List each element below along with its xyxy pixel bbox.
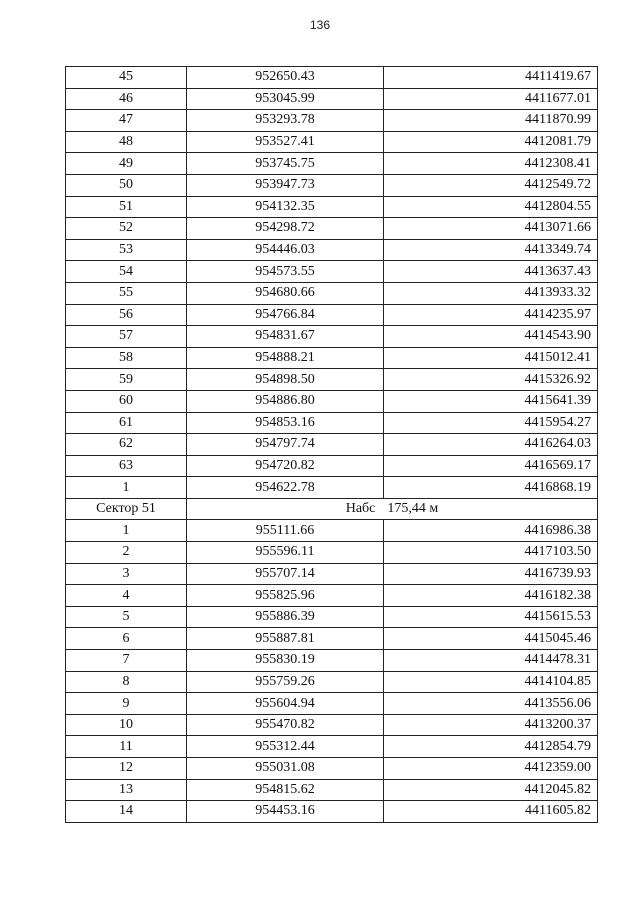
y-coordinate: 4415954.27 <box>384 412 598 434</box>
x-coordinate: 955887.81 <box>187 628 384 650</box>
table-row <box>66 606 598 628</box>
y-coordinate: 4415641.39 <box>384 390 598 412</box>
point-number: 10 <box>66 714 187 736</box>
table-row <box>66 390 598 412</box>
y-coordinate: 4415012.41 <box>384 347 598 369</box>
point-number: 54 <box>66 261 187 283</box>
page-number: 136 <box>309 18 331 32</box>
table-row <box>66 671 598 693</box>
point-number: 51 <box>66 196 187 218</box>
y-coordinate: 4416264.03 <box>384 434 598 456</box>
table-row <box>66 282 598 304</box>
y-coordinate: 4414235.97 <box>384 304 598 326</box>
coordinates-table-body <box>66 67 598 823</box>
x-coordinate: 955031.08 <box>187 758 384 780</box>
point-number: 1 <box>66 477 187 499</box>
x-coordinate: 954831.67 <box>187 326 384 348</box>
point-number: 13 <box>66 779 187 801</box>
table-row <box>66 67 598 89</box>
y-coordinate: 4413556.06 <box>384 693 598 715</box>
elevation-label: Набс <box>345 501 376 517</box>
x-coordinate: 954453.16 <box>187 801 384 823</box>
table-row <box>66 218 598 240</box>
y-coordinate: 4412308.41 <box>384 153 598 175</box>
point-number: 8 <box>66 671 187 693</box>
point-number: 12 <box>66 758 187 780</box>
y-coordinate: 4415615.53 <box>384 606 598 628</box>
x-coordinate: 954680.66 <box>187 282 384 304</box>
point-number: 59 <box>66 369 187 391</box>
elevation-value: 175,44 м <box>387 501 439 517</box>
point-number: 9 <box>66 693 187 715</box>
table-row <box>66 801 598 823</box>
table-row <box>66 628 598 650</box>
x-coordinate: 954298.72 <box>187 218 384 240</box>
table-row <box>66 434 598 456</box>
table-row <box>66 110 598 132</box>
point-number: 56 <box>66 304 187 326</box>
table-row <box>66 153 598 175</box>
x-coordinate: 953293.78 <box>187 110 384 132</box>
point-number: 6 <box>66 628 187 650</box>
table-row <box>66 650 598 672</box>
x-coordinate: 954622.78 <box>187 477 384 499</box>
point-number: 53 <box>66 239 187 261</box>
x-coordinate: 954815.62 <box>187 779 384 801</box>
point-number: 57 <box>66 326 187 348</box>
table-row <box>66 693 598 715</box>
y-coordinate: 4411419.67 <box>384 67 598 89</box>
y-coordinate: 4416739.93 <box>384 563 598 585</box>
x-coordinate: 955825.96 <box>187 585 384 607</box>
x-coordinate: 954573.55 <box>187 261 384 283</box>
y-coordinate: 4416182.38 <box>384 585 598 607</box>
point-number: 49 <box>66 153 187 175</box>
x-coordinate: 954797.74 <box>187 434 384 456</box>
table-row <box>66 542 598 564</box>
point-number: 46 <box>66 88 187 110</box>
y-coordinate: 4414543.90 <box>384 326 598 348</box>
y-coordinate: 4412854.79 <box>384 736 598 758</box>
y-coordinate: 4413071.66 <box>384 218 598 240</box>
point-number: 47 <box>66 110 187 132</box>
table-row <box>66 369 598 391</box>
y-coordinate: 4411870.99 <box>384 110 598 132</box>
table-row <box>66 779 598 801</box>
x-coordinate: 953745.75 <box>187 153 384 175</box>
point-number: 62 <box>66 434 187 456</box>
table-row <box>66 455 598 477</box>
point-number: 7 <box>66 650 187 672</box>
table-row <box>66 239 598 261</box>
x-coordinate: 954898.50 <box>187 369 384 391</box>
y-coordinate: 4412045.82 <box>384 779 598 801</box>
x-coordinate: 955470.82 <box>187 714 384 736</box>
x-coordinate: 955886.39 <box>187 606 384 628</box>
table-row <box>66 347 598 369</box>
point-number: 58 <box>66 347 187 369</box>
table-row <box>66 412 598 434</box>
y-coordinate: 4412549.72 <box>384 174 598 196</box>
point-number: 3 <box>66 563 187 585</box>
point-number: 48 <box>66 131 187 153</box>
table-row <box>66 714 598 736</box>
x-coordinate: 955312.44 <box>187 736 384 758</box>
table-row <box>66 88 598 110</box>
x-coordinate: 954853.16 <box>187 412 384 434</box>
x-coordinate: 953947.73 <box>187 174 384 196</box>
table-row <box>66 758 598 780</box>
x-coordinate: 953045.99 <box>187 88 384 110</box>
point-number: 5 <box>66 606 187 628</box>
x-coordinate: 954132.35 <box>187 196 384 218</box>
y-coordinate: 4414104.85 <box>384 671 598 693</box>
y-coordinate: 4416569.17 <box>384 455 598 477</box>
x-coordinate: 955707.14 <box>187 563 384 585</box>
y-coordinate: 4415326.92 <box>384 369 598 391</box>
point-number: 4 <box>66 585 187 607</box>
y-coordinate: 4417103.50 <box>384 542 598 564</box>
x-coordinate: 953527.41 <box>187 131 384 153</box>
sector-elevation <box>187 498 598 520</box>
point-number: 45 <box>66 67 187 89</box>
point-number: 50 <box>66 174 187 196</box>
x-coordinate: 954766.84 <box>187 304 384 326</box>
y-coordinate: 4413200.37 <box>384 714 598 736</box>
point-number: 61 <box>66 412 187 434</box>
table-row <box>66 304 598 326</box>
point-number: 63 <box>66 455 187 477</box>
point-number: 1 <box>66 520 187 542</box>
x-coordinate: 952650.43 <box>187 67 384 89</box>
y-coordinate: 4412081.79 <box>384 131 598 153</box>
x-coordinate: 954886.80 <box>187 390 384 412</box>
y-coordinate: 4414478.31 <box>384 650 598 672</box>
table-row <box>66 131 598 153</box>
table-row <box>66 196 598 218</box>
table-row <box>66 736 598 758</box>
table-row <box>66 174 598 196</box>
y-coordinate: 4416868.19 <box>384 477 598 499</box>
x-coordinate: 954888.21 <box>187 347 384 369</box>
x-coordinate: 955596.11 <box>187 542 384 564</box>
y-coordinate: 4412359.00 <box>384 758 598 780</box>
point-number: 52 <box>66 218 187 240</box>
sector-label: Сектор 51 <box>66 498 187 520</box>
x-coordinate: 954720.82 <box>187 455 384 477</box>
x-coordinate: 954446.03 <box>187 239 384 261</box>
y-coordinate: 4412804.55 <box>384 196 598 218</box>
point-number: 60 <box>66 390 187 412</box>
y-coordinate: 4413933.32 <box>384 282 598 304</box>
table-row <box>66 261 598 283</box>
table-row <box>66 563 598 585</box>
table-row <box>66 585 598 607</box>
coordinates-table <box>65 66 598 823</box>
x-coordinate: 955759.26 <box>187 671 384 693</box>
x-coordinate: 955111.66 <box>187 520 384 542</box>
y-coordinate: 4411677.01 <box>384 88 598 110</box>
x-coordinate: 955830.19 <box>187 650 384 672</box>
point-number: 11 <box>66 736 187 758</box>
y-coordinate: 4413349.74 <box>384 239 598 261</box>
table-row <box>66 477 598 499</box>
table-row <box>66 326 598 348</box>
point-number: 2 <box>66 542 187 564</box>
y-coordinate: 4416986.38 <box>384 520 598 542</box>
point-number: 55 <box>66 282 187 304</box>
y-coordinate: 4415045.46 <box>384 628 598 650</box>
table-row <box>66 520 598 542</box>
point-number: 14 <box>66 801 187 823</box>
sector-header-row <box>66 498 598 520</box>
y-coordinate: 4411605.82 <box>384 801 598 823</box>
x-coordinate: 955604.94 <box>187 693 384 715</box>
y-coordinate: 4413637.43 <box>384 261 598 283</box>
